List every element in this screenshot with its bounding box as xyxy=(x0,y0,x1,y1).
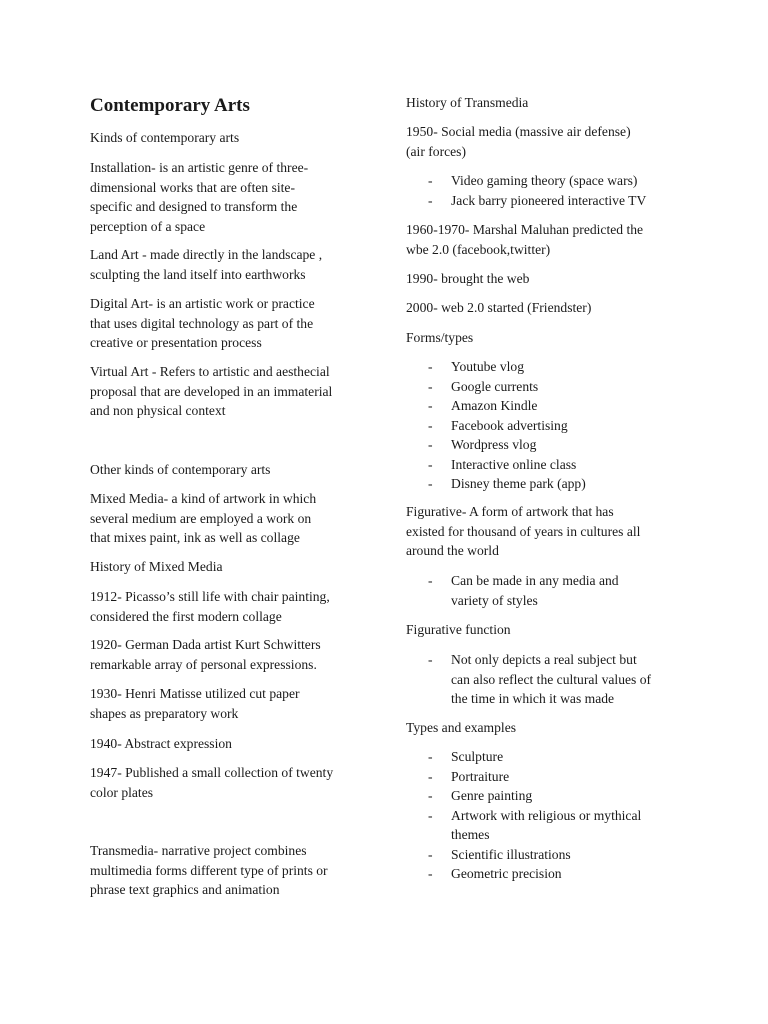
list-item: - Portraiture xyxy=(428,768,510,784)
list-item: - Scientific illustrations xyxy=(428,846,571,862)
land-art-paragraph: Land Art - made directly in the landscape , sculpting the land itself into earthworks xyxy=(90,247,323,282)
list-item: - Genre painting xyxy=(428,788,533,803)
forms-types-heading: Forms/types xyxy=(406,330,474,345)
list-item: - Amazon Kindle xyxy=(428,398,538,413)
list-item: - Jack barry pioneered interactive TV xyxy=(428,192,647,208)
list-item: - Facebook advertising xyxy=(428,417,568,433)
figurative-list xyxy=(406,571,619,610)
types-examples-heading: Types and examples xyxy=(406,720,517,735)
history-1950: 1950- Social media (massive air defense) (air forces) xyxy=(406,124,631,159)
list-item: - Wordpress vlog xyxy=(428,437,537,452)
list-item: - Google currents xyxy=(428,378,539,394)
list-item: - Artwork with religious or mythical themes xyxy=(428,807,642,842)
history-1947: 1947- Published a small collection of twenty color plates xyxy=(90,765,334,800)
list-item: - Geometric precision xyxy=(428,866,562,881)
list-item: - Sculpture xyxy=(428,749,504,764)
transmedia-paragraph: Transmedia- narrative project combines multimedia forms different type of prints or phrase text graphics and animation xyxy=(90,843,328,897)
history-transmedia-heading: History of Transmedia xyxy=(406,95,529,110)
history-1990: 1990- brought the web xyxy=(406,271,530,286)
forms-types-list xyxy=(406,357,586,494)
history-1912: 1912- Picasso’s still life with chair painting, considered the first modern collage xyxy=(90,589,330,624)
figurative-function-list xyxy=(406,650,651,709)
history-1940: 1940- Abstract expression xyxy=(90,736,232,751)
list-item: - Youtube vlog xyxy=(428,359,525,374)
digital-art-paragraph: Digital Art- is an artistic work or practice that uses digital technology as part of the creative or presentation process xyxy=(90,296,315,350)
figurative-paragraph: Figurative- A form of artwork that has existed for thousand of years in cultures all around the world xyxy=(406,504,641,558)
history-1930: 1930- Henri Matisse utilized cut paper shapes as preparatory work xyxy=(90,686,300,721)
installation-paragraph: Installation- is an artistic genre of three- dimensional works that are often site- specific and designed to transform the perception of a space xyxy=(90,160,309,234)
history-2000: 2000- web 2.0 started (Friendster) xyxy=(406,300,592,315)
list-item: - Disney theme park (app) xyxy=(428,476,586,491)
page-title: Contemporary Arts xyxy=(90,95,250,116)
list-item: - Can be made in any media and variety of styles xyxy=(428,573,619,608)
other-kinds-heading: Other kinds of contemporary arts xyxy=(90,462,271,477)
figurative-function-heading: Figurative function xyxy=(406,622,511,637)
history-1960-1970: 1960-1970- Marshal Maluhan predicted the wbe 2.0 (facebook,twitter) xyxy=(406,222,644,257)
history-1920: 1920- German Dada artist Kurt Schwitters remarkable array of personal expressions. xyxy=(90,637,321,672)
kinds-heading: Kinds of contemporary arts xyxy=(90,130,240,145)
types-examples-list xyxy=(406,747,641,884)
list-item: - Not only depicts a real subject but can also reflect the cultural values of the time in which it was made xyxy=(428,652,652,706)
list-item: - Interactive online class xyxy=(428,456,577,472)
virtual-art-paragraph: Virtual Art - Refers to artistic and aesthecial proposal that are developed in an immaterial and non physical context xyxy=(90,364,333,418)
history-1950-list xyxy=(406,171,646,210)
mixed-media-paragraph: Mixed Media- a kind of artwork in which several medium are employed a work on that mixes paint, ink as well as collage xyxy=(90,491,317,545)
list-item: - Video gaming theory (space wars) xyxy=(428,173,638,188)
history-mixed-media-heading: History of Mixed Media xyxy=(90,559,223,574)
